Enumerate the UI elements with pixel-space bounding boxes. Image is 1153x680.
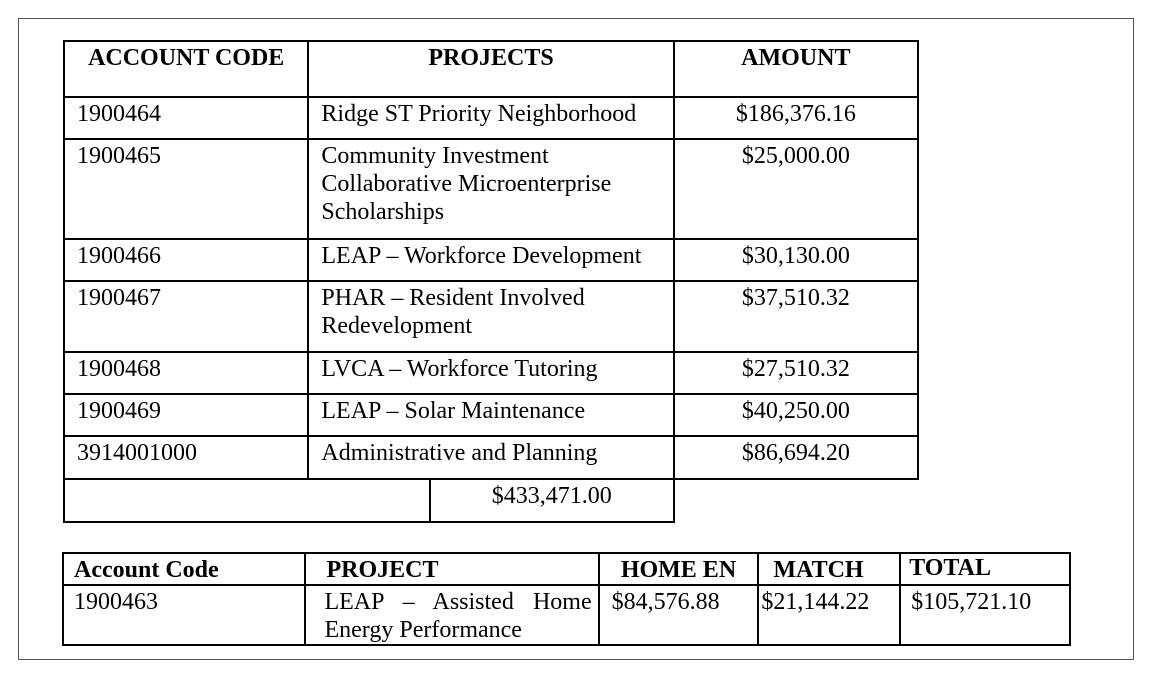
match-cell: $21,144.22 [758,585,900,645]
budget-total-table [63,478,675,523]
table-row [64,139,918,239]
account-code-cell: 1900465 [64,139,308,239]
table-header-row [64,41,918,97]
header-account-code: Account Code [63,553,305,585]
table-row [64,394,918,436]
account-code-cell: 3914001000 [64,436,308,479]
project-cell: LEAP – Workforce Development [308,239,673,281]
project-cell: LVCA – Workforce Tutoring [308,352,673,394]
home-energy-table [62,552,1071,646]
header-match: MATCH [758,553,900,585]
account-code-cell: 1900464 [64,97,308,139]
amount-cell: $40,250.00 [674,394,918,436]
empty-cell [64,479,430,522]
account-code-cell: 1900468 [64,352,308,394]
account-code-cell: 1900463 [63,585,305,645]
project-cell: LEAP – Assisted Home Energy Performance [305,585,598,645]
amount-cell: $86,694.20 [674,436,918,479]
header-total: TOTAL [900,553,1070,585]
home-en-cell: $84,576.88 [599,585,759,645]
header-home-en: HOME EN [599,553,759,585]
table-row [64,281,918,352]
table-row [63,585,1070,645]
project-cell: PHAR – Resident Involved Redevelopment [308,281,673,352]
amount-cell: $27,510.32 [674,352,918,394]
table-row [64,97,918,139]
table-row [64,239,918,281]
table-row [64,436,918,479]
account-code-cell: 1900466 [64,239,308,281]
project-cell: Ridge ST Priority Neighborhood [308,97,673,139]
amount-cell: $30,130.00 [674,239,918,281]
budget-table [63,40,919,480]
project-cell: Community Investment Collaborative Microenterprise Scholarships [308,139,673,239]
amount-cell: $186,376.16 [674,97,918,139]
total-amount: $433,471.00 [430,479,675,522]
header-account-code: ACCOUNT CODE [64,41,308,97]
total-cell: $105,721.10 [900,585,1070,645]
table-row [64,352,918,394]
header-project: PROJECT [305,553,598,585]
header-amount: AMOUNT [674,41,918,97]
account-code-cell: 1900469 [64,394,308,436]
project-cell: Administrative and Planning [308,436,673,479]
account-code-cell: 1900467 [64,281,308,352]
project-cell: LEAP – Solar Maintenance [308,394,673,436]
amount-cell: $37,510.32 [674,281,918,352]
header-projects: PROJECTS [308,41,673,97]
amount-cell: $25,000.00 [674,139,918,239]
total-row [64,479,674,522]
table-header-row [63,553,1070,585]
